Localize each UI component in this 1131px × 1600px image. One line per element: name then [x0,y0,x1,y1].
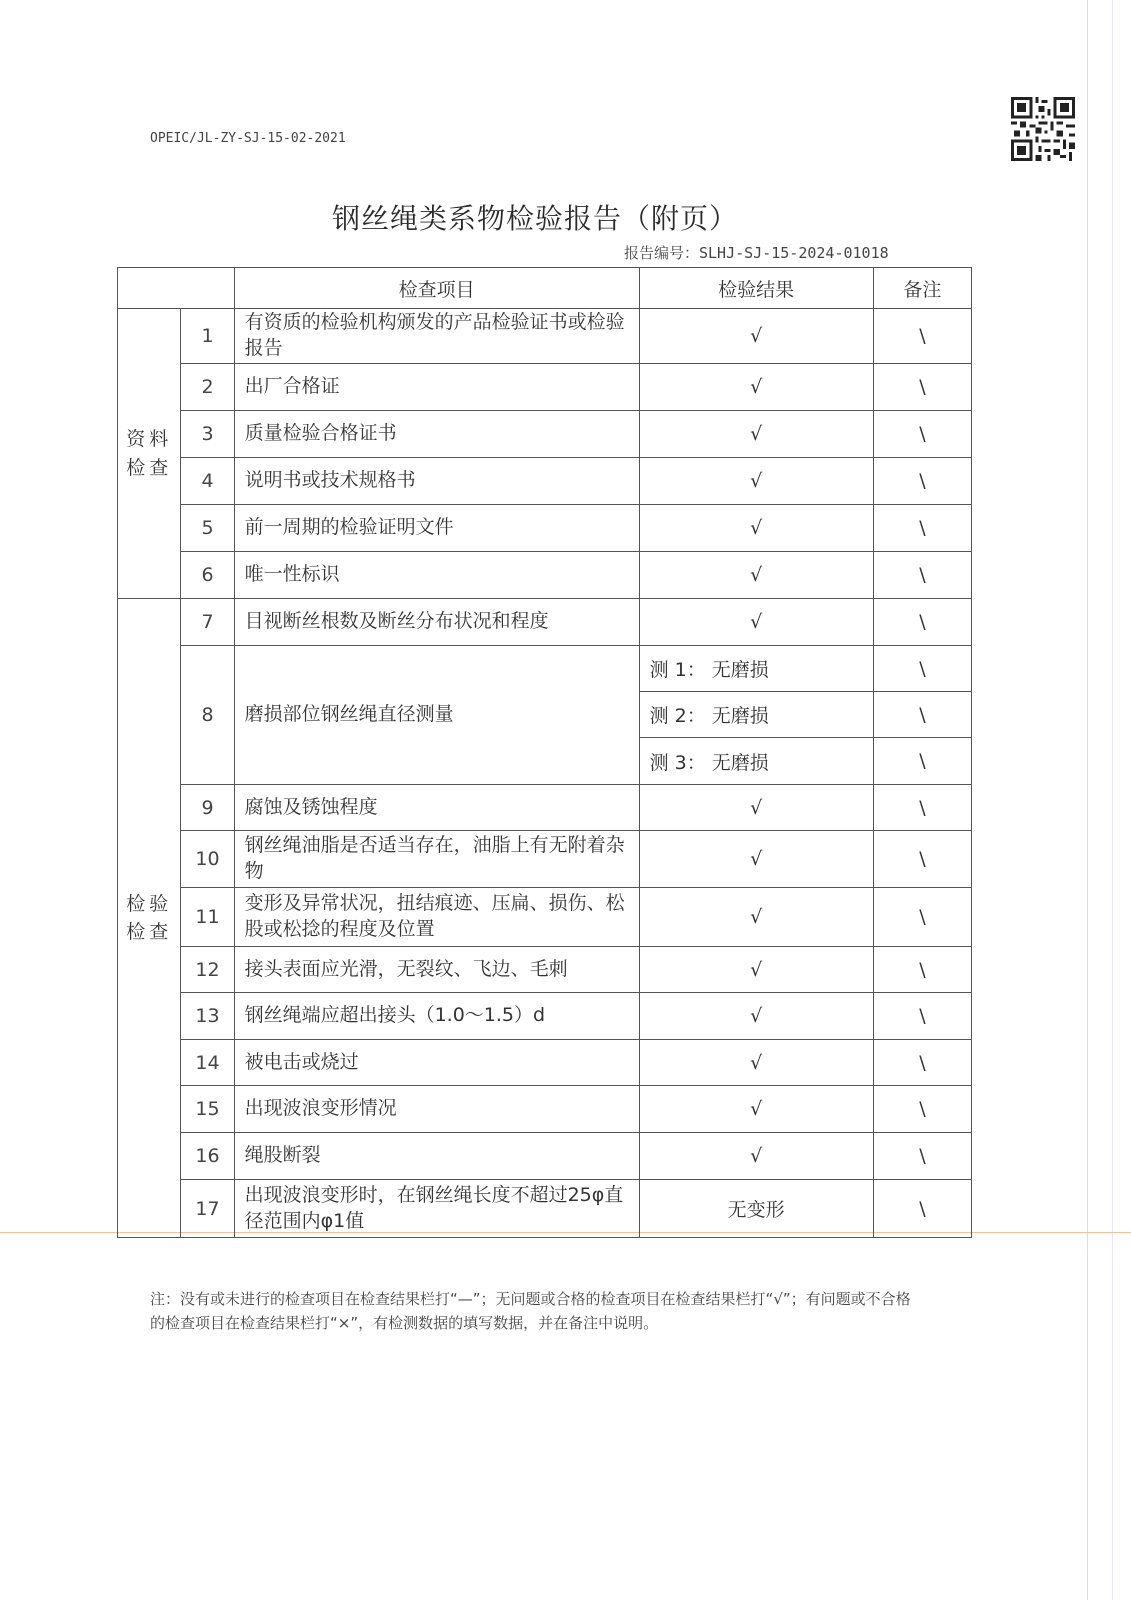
row-result: √ [639,1133,873,1180]
row-result: √ [639,993,873,1040]
row-number: 12 [181,947,234,993]
row-item: 出厂合格证 [234,364,639,411]
table-header-row [118,268,972,309]
row-item: 磨损部位钢丝绳直径测量 [234,646,639,785]
table-row [118,993,972,1040]
group-label-inspect: 检验检查 [118,599,181,1238]
row-remark: \ [873,599,971,646]
row-item: 接头表面应光滑，无裂纹、飞边、毛刺 [234,947,639,993]
row-number: 6 [181,552,234,599]
row-number: 16 [181,1133,234,1180]
row-result: √ [639,1040,873,1086]
row-result: √ [639,309,873,364]
header-item: 检查项目 [234,268,639,309]
row-remark: \ [873,947,971,993]
scan-edge-line [1112,0,1113,1600]
row-remark: \ [873,458,971,505]
row-result: √ [639,947,873,993]
row-remark: \ [873,364,971,411]
header-result: 检验结果 [639,268,873,309]
row-remark: \ [873,993,971,1040]
table-row [118,888,972,947]
report-title: 钢丝绳类系物检验报告（附页） [331,202,738,235]
row-number: 8 [181,646,234,785]
row-number: 9 [181,785,234,831]
inspection-table [117,267,972,1238]
table-row [118,309,972,364]
row-remark: \ [873,1180,971,1238]
group-label-docs: 资料检查 [118,309,181,599]
row-item: 绳股断裂 [234,1133,639,1180]
row-number: 2 [181,364,234,411]
table-row [118,831,972,888]
row-item: 前一周期的检验证明文件 [234,505,639,552]
row-remark: \ [873,831,971,888]
row-number: 5 [181,505,234,552]
table-row [118,364,972,411]
table-row [118,947,972,993]
row-item: 钢丝绳油脂是否适当存在，油脂上有无附着杂物 [234,831,639,888]
row-item: 出现波浪变形时，在钢丝绳长度不超过25φ直径范围内φ1值 [234,1180,639,1238]
table-row [118,599,972,646]
table-row [118,552,972,599]
row-sub-result: 测 1： 无磨损 [639,646,873,692]
row-remark: \ [873,552,971,599]
table-row [118,646,972,692]
row-item: 目视断丝根数及断丝分布状况和程度 [234,599,639,646]
row-remark: \ [873,1133,971,1180]
row-item: 被电击或烧过 [234,1040,639,1086]
scan-edge-line [1087,0,1088,1600]
row-remark: \ [873,738,971,785]
row-number: 17 [181,1180,234,1238]
row-remark: \ [873,646,971,692]
row-item: 说明书或技术规格书 [234,458,639,505]
row-result: √ [639,458,873,505]
row-result: √ [639,552,873,599]
row-result: √ [639,364,873,411]
row-item: 出现波浪变形情况 [234,1086,639,1133]
row-result: √ [639,505,873,552]
row-result: √ [639,599,873,646]
row-result: √ [639,888,873,947]
row-item: 钢丝绳端应超出接头（1.0～1.5）d [234,993,639,1040]
row-number: 15 [181,1086,234,1133]
table-row [118,1040,972,1086]
document-code: OPEIC/JL-ZY-SJ-15-02-2021 [150,131,346,146]
row-item: 变形及异常状况，扭结痕迹、压扁、损伤、松股或松捻的程度及位置 [234,888,639,947]
row-number: 11 [181,888,234,947]
table-row [118,1180,972,1238]
row-result: √ [639,831,873,888]
row-result: 无变形 [639,1180,873,1238]
report-number: 报告编号：SLHJ-SJ-15-2024-01018 [624,244,889,262]
row-number: 13 [181,993,234,1040]
footnote: 注：没有或未进行的检查项目在检查结果栏打“—”；无问题或合格的检查项目在检查结果栏打“√”；有问题或不合格的检查项目在检查结果栏打“×”，有检测数据的填写数据，并在备注中说明。 [150,1290,911,1332]
qr-code-icon [1011,97,1075,161]
row-remark: \ [873,1086,971,1133]
table-row [118,505,972,552]
row-remark: \ [873,505,971,552]
table-row [118,1133,972,1180]
row-remark: \ [873,692,971,738]
row-number: 4 [181,458,234,505]
table-row [118,411,972,458]
row-number: 10 [181,831,234,888]
row-number: 3 [181,411,234,458]
table-row [118,458,972,505]
row-result: √ [639,411,873,458]
row-remark: \ [873,411,971,458]
row-result: √ [639,1086,873,1133]
row-remark: \ [873,309,971,364]
row-remark: \ [873,1040,971,1086]
table-row [118,785,972,831]
header-remark: 备注 [873,268,971,309]
row-number: 1 [181,309,234,364]
row-sub-result: 测 2： 无磨损 [639,692,873,738]
row-sub-result: 测 3： 无磨损 [639,738,873,785]
row-remark: \ [873,888,971,947]
row-remark: \ [873,785,971,831]
row-item: 唯一性标识 [234,552,639,599]
row-result: √ [639,785,873,831]
row-number: 7 [181,599,234,646]
row-item: 腐蚀及锈蚀程度 [234,785,639,831]
header-blank-cell [118,268,235,309]
row-number: 14 [181,1040,234,1086]
row-item: 质量检验合格证书 [234,411,639,458]
table-row [118,1086,972,1133]
row-item: 有资质的检验机构颁发的产品检验证书或检验报告 [234,309,639,364]
